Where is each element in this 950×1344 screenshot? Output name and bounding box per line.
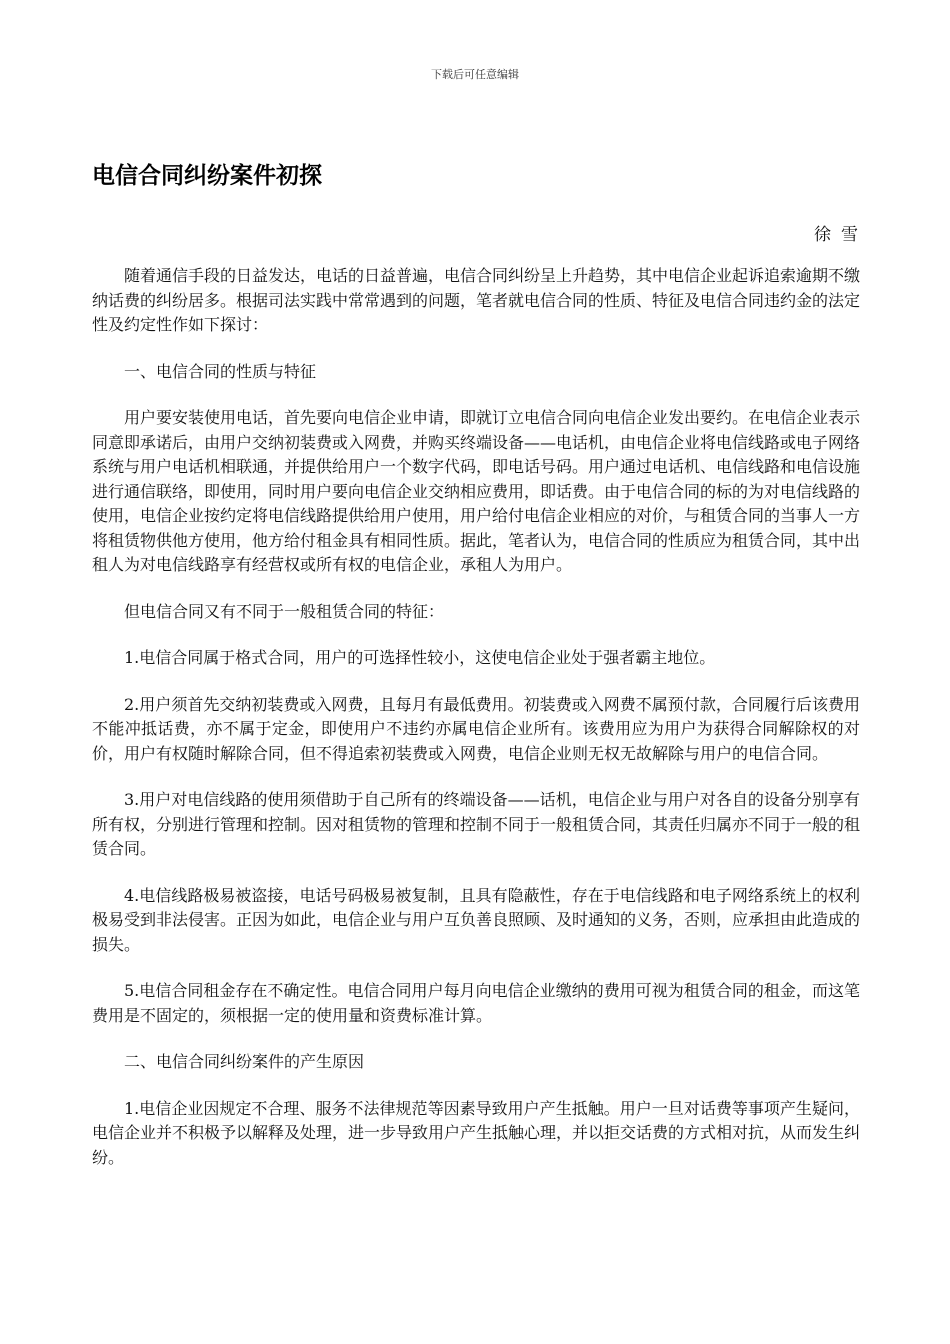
body-paragraph: 用户要安装使用电话，首先要向电信企业申请，即就订立电信合同向电信企业发出要约。在电信企业表示同意即承诺后，由用户交纳初装费或入网费，并购买终端设备——电话机，由电信企业将电信线路或电子网络系统与用户电话机相联通，并提供给用户一个数字代码，即电话号码。用户通过电话机、电信线路和电信设施进行通信联络，即使用，同时用户要向电信企业交纳相应费用，即话费。由于电信合同的标的为对电信线路的使用，电信企业按约定将电信线路提供给用户使用，用户给付电信企业相应的对价，与租赁合同的当事人一方将租赁物供他方使用，他方给付租金具有相同性质。据此，笔者认为，电信合同的性质应为租赁合同，其中出租人为对电信线路享有经营权或所有权的电信企业，承租人为用户。 — [92, 408, 861, 574]
body-paragraph: 但电信合同又有不同于一般租赁合同的特征： — [124, 601, 445, 621]
intro-paragraph: 随着通信手段的日益发达，电话的日益普遍，电信合同纠纷呈上升趋势，其中电信企业起诉追索逾期不缴纳话费的纠纷居多。根据司法实践中常常遇到的问题，笔者就电信合同的性质、特征及电信合同违约金的法定性及约定性作如下探讨： — [92, 266, 861, 334]
list-item-paragraph: 3.用户对电信线路的使用须借助于自己所有的终端设备——话机，电信企业与用户对各自的设备分别享有所有权，分别进行管理和控制。因对租赁物的管理和控制不同于一般租赁合同，其责任归属亦不同于一般的租赁合同。 — [92, 790, 861, 858]
document-body — [92, 264, 860, 1192]
list-item-paragraph: 2.用户须首先交纳初装费或入网费，且每月有最低费用。初装费或入网费不属预付款，合同履行后该费用不能冲抵话费，亦不属于定金，即使用户不违约亦属电信企业所有。该费用应为用户为获得合同解除权的对价，用户有权随时解除合同，但不得追索初装费或入网费，电信企业则无权无故解除与用户的电信合同。 — [92, 694, 860, 763]
author-name: 徐雪 — [814, 225, 868, 245]
list-item-paragraph: 5.电信合同租金存在不确定性。电信合同用户每月向电信企业缴纳的费用可视为租赁合同的租金，而这笔费用是不固定的，须根据一定的使用量和资费标准计算。 — [92, 981, 860, 1025]
list-item-paragraph: 4.电信线路极易被盗接，电话号码极易被复制，且具有隐蔽性，存在于电信线路和电子网络系统上的权利极易受到非法侵害。正因为如此，电信企业与用户互负善良照顾、及时通知的义务，否则，应承担由此造成的损失。 — [92, 885, 861, 954]
section-heading-2: 二、电信合同纠纷案件的产生原因 — [124, 1052, 365, 1071]
section-heading-1: 一、电信合同的性质与特征 — [124, 361, 317, 381]
list-item-paragraph: 1.电信企业因规定不合理、服务不法律规范等因素导致用户产生抵触。用户一旦对话费等事项产生疑问，电信企业并不积极予以解释及处理，进一步导致用户产生抵触心理，并以拒交话费的方式相对抗，从而发生纠纷。 — [92, 1098, 861, 1167]
list-item-paragraph: 1.电信合同属于格式合同，用户的可选择性较小，这使电信企业处于强者霸主地位。 — [124, 648, 716, 667]
header-note: 下载后可任意编辑 — [431, 68, 519, 81]
document-title: 电信合同纠纷案件初探 — [92, 163, 322, 189]
